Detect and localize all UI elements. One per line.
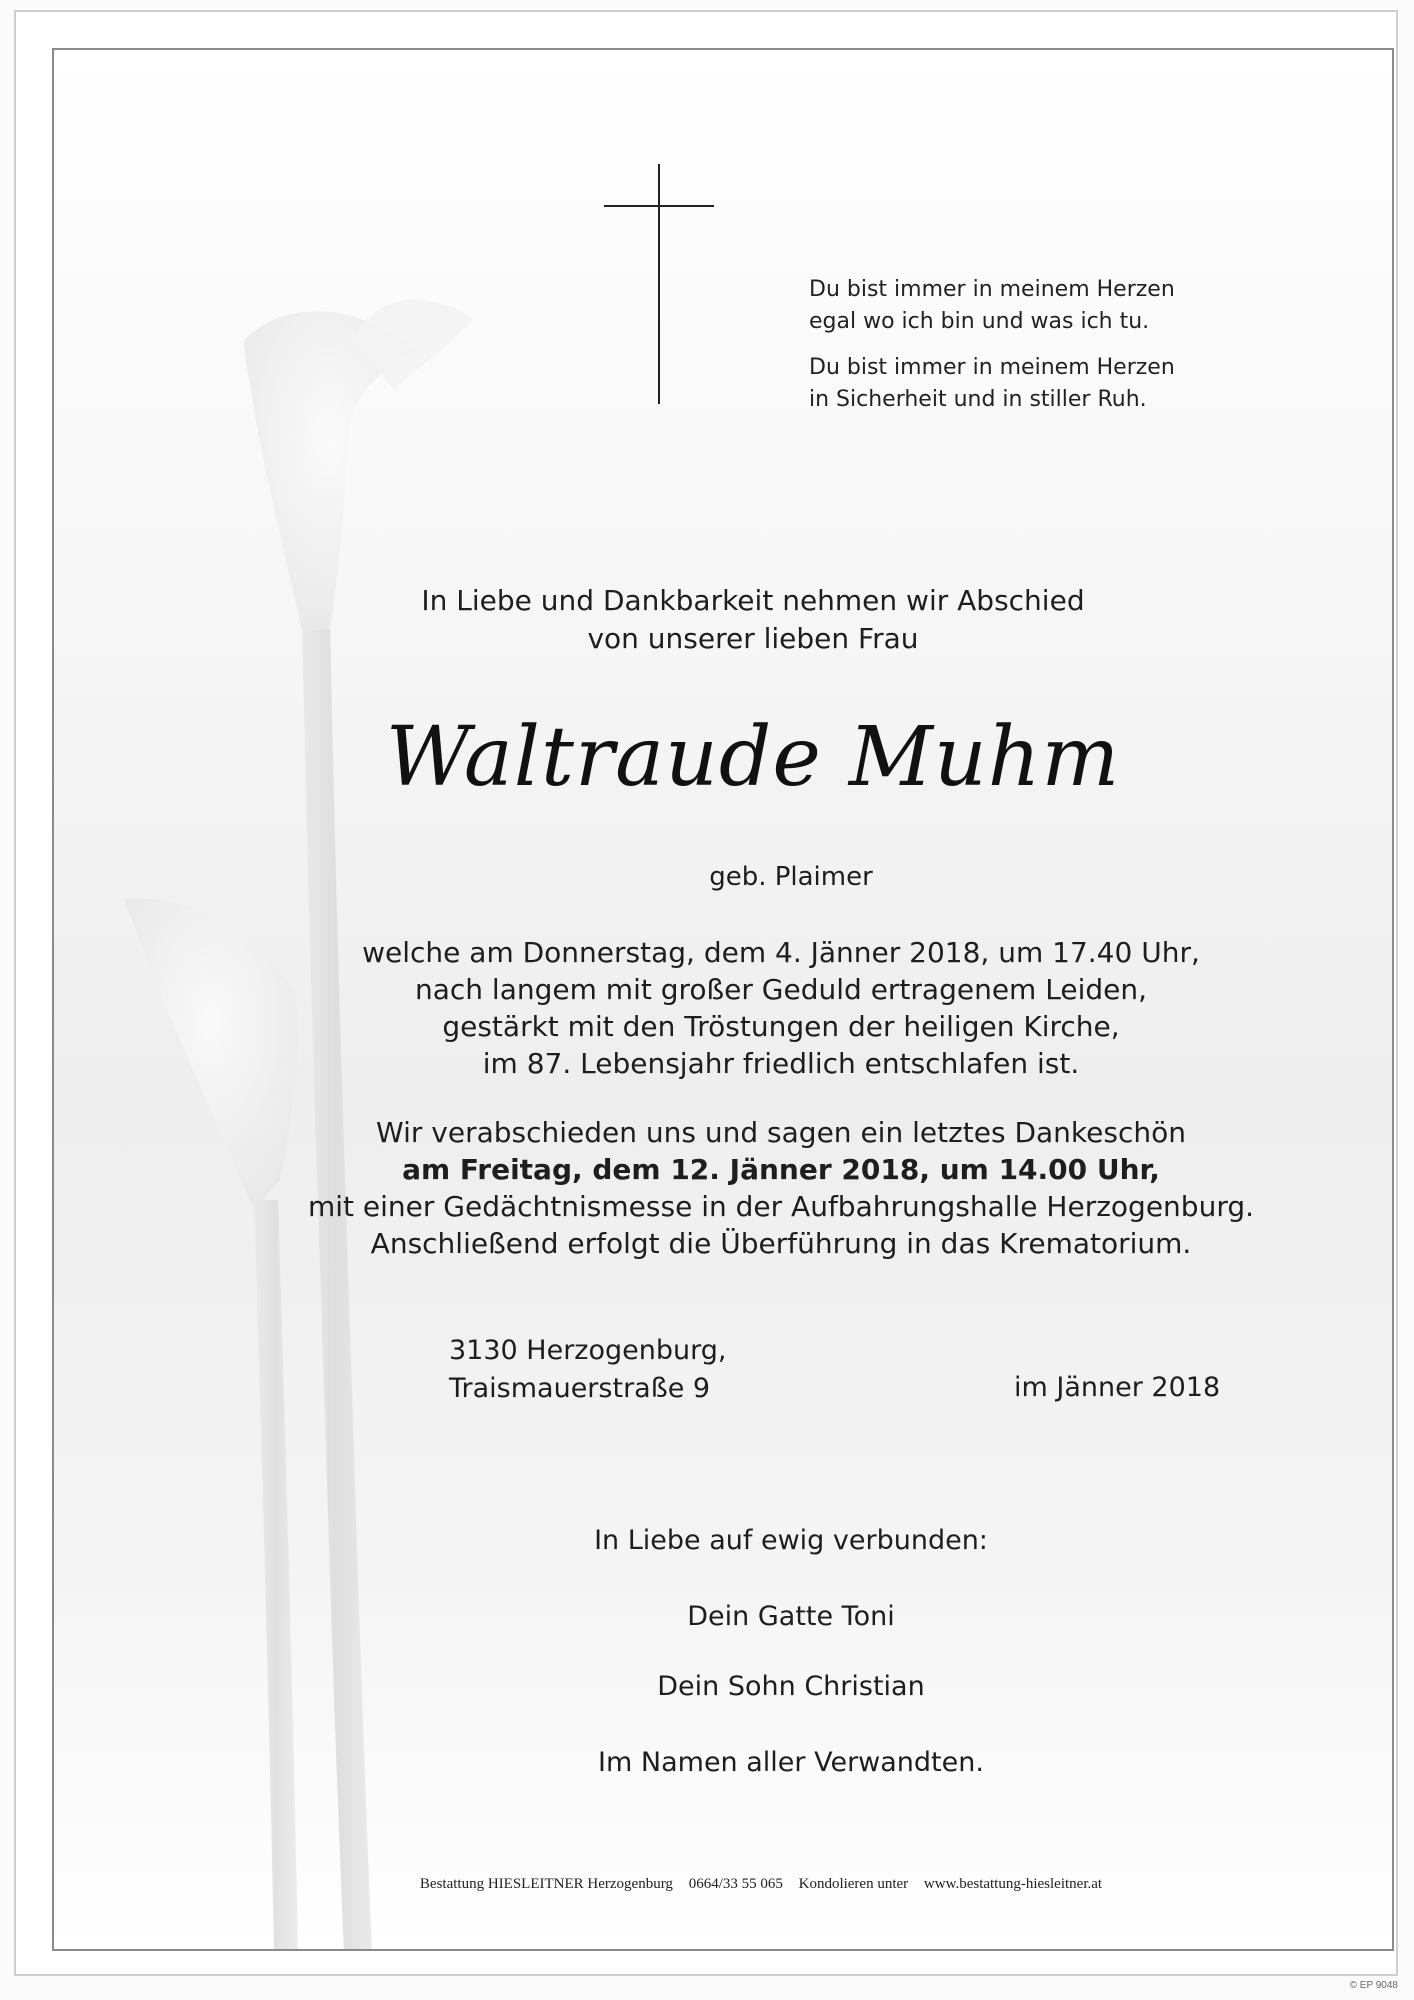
undertaker-phone: 0664/33 55 065 [688, 1876, 783, 1892]
intro-line: In Liebe und Dankbarkeit nehmen wir Abschied [421, 584, 1085, 617]
undertaker-name: Bestattung HIESLEITNER Herzogenburg [419, 1876, 673, 1892]
footer-line [90, 1876, 1394, 1893]
intro-text [82, 582, 1394, 658]
mourner-relatives: Im Namen aller Verwandten. [598, 1747, 984, 1778]
notice-line: im 87. Lebensjahr friedlich entschlafen ist. [482, 1047, 1080, 1080]
poem-line: Du bist immer in meinem Herzen [809, 355, 1175, 380]
poem-line: Du bist immer in meinem Herzen [809, 277, 1175, 302]
notice-line: gestärkt mit den Tröstungen der heiligen Kirche, [442, 1010, 1120, 1043]
death-notice [110, 934, 1394, 1082]
farewell-line: mit einer Gedächtnismesse in der Aufbahrungshalle Herzogenburg. [307, 1190, 1255, 1223]
poem-line: in Sicherheit und in stiller Ruh. [809, 387, 1147, 412]
address-line: 3130 Herzogenburg, [449, 1335, 727, 1366]
undertaker-website[interactable]: www.bestattung-hiesleitner.at [923, 1876, 1103, 1892]
mourner-spouse: Dein Gatte Toni [687, 1601, 895, 1632]
poem-stanza-1 [809, 274, 1175, 338]
address-line: Traismauerstraße 9 [449, 1373, 711, 1404]
farewell-line: Anschließend erfolgt die Überführung in das Krematorium. [370, 1227, 1192, 1260]
birth-name: geb. Plaimer [709, 862, 873, 892]
address-block [449, 1332, 726, 1408]
farewell-date-line: am Freitag, dem 12. Jänner 2018, um 14.00 Uhr, [402, 1153, 1160, 1186]
deceased-name: Waltraude Muhm [385, 710, 1121, 805]
condolence-label: Kondolieren unter [798, 1876, 909, 1892]
notice-date: im Jänner 2018 [1014, 1372, 1221, 1403]
notice-line: nach langem mit großer Geduld ertragenem Leiden, [414, 973, 1147, 1006]
poem-stanza-2 [809, 352, 1175, 416]
inner-frame [52, 48, 1394, 1951]
farewell-line: Wir verabschieden uns und sagen ein letztes Dankeschön [376, 1116, 1186, 1149]
notice-line: welche am Donnerstag, dem 4. Jänner 2018, um 17.40 Uhr, [362, 936, 1200, 969]
mourner-son: Dein Sohn Christian [657, 1671, 925, 1702]
outer-frame [14, 10, 1398, 1976]
poem-line: egal wo ich bin und was ich tu. [809, 309, 1150, 334]
closing-heading: In Liebe auf ewig verbunden: [594, 1525, 988, 1556]
farewell-text [110, 1114, 1394, 1262]
print-code: © EP 9048 [1349, 1980, 1398, 1991]
intro-line: von unserer lieben Frau [587, 622, 919, 655]
cross-icon [604, 164, 714, 404]
